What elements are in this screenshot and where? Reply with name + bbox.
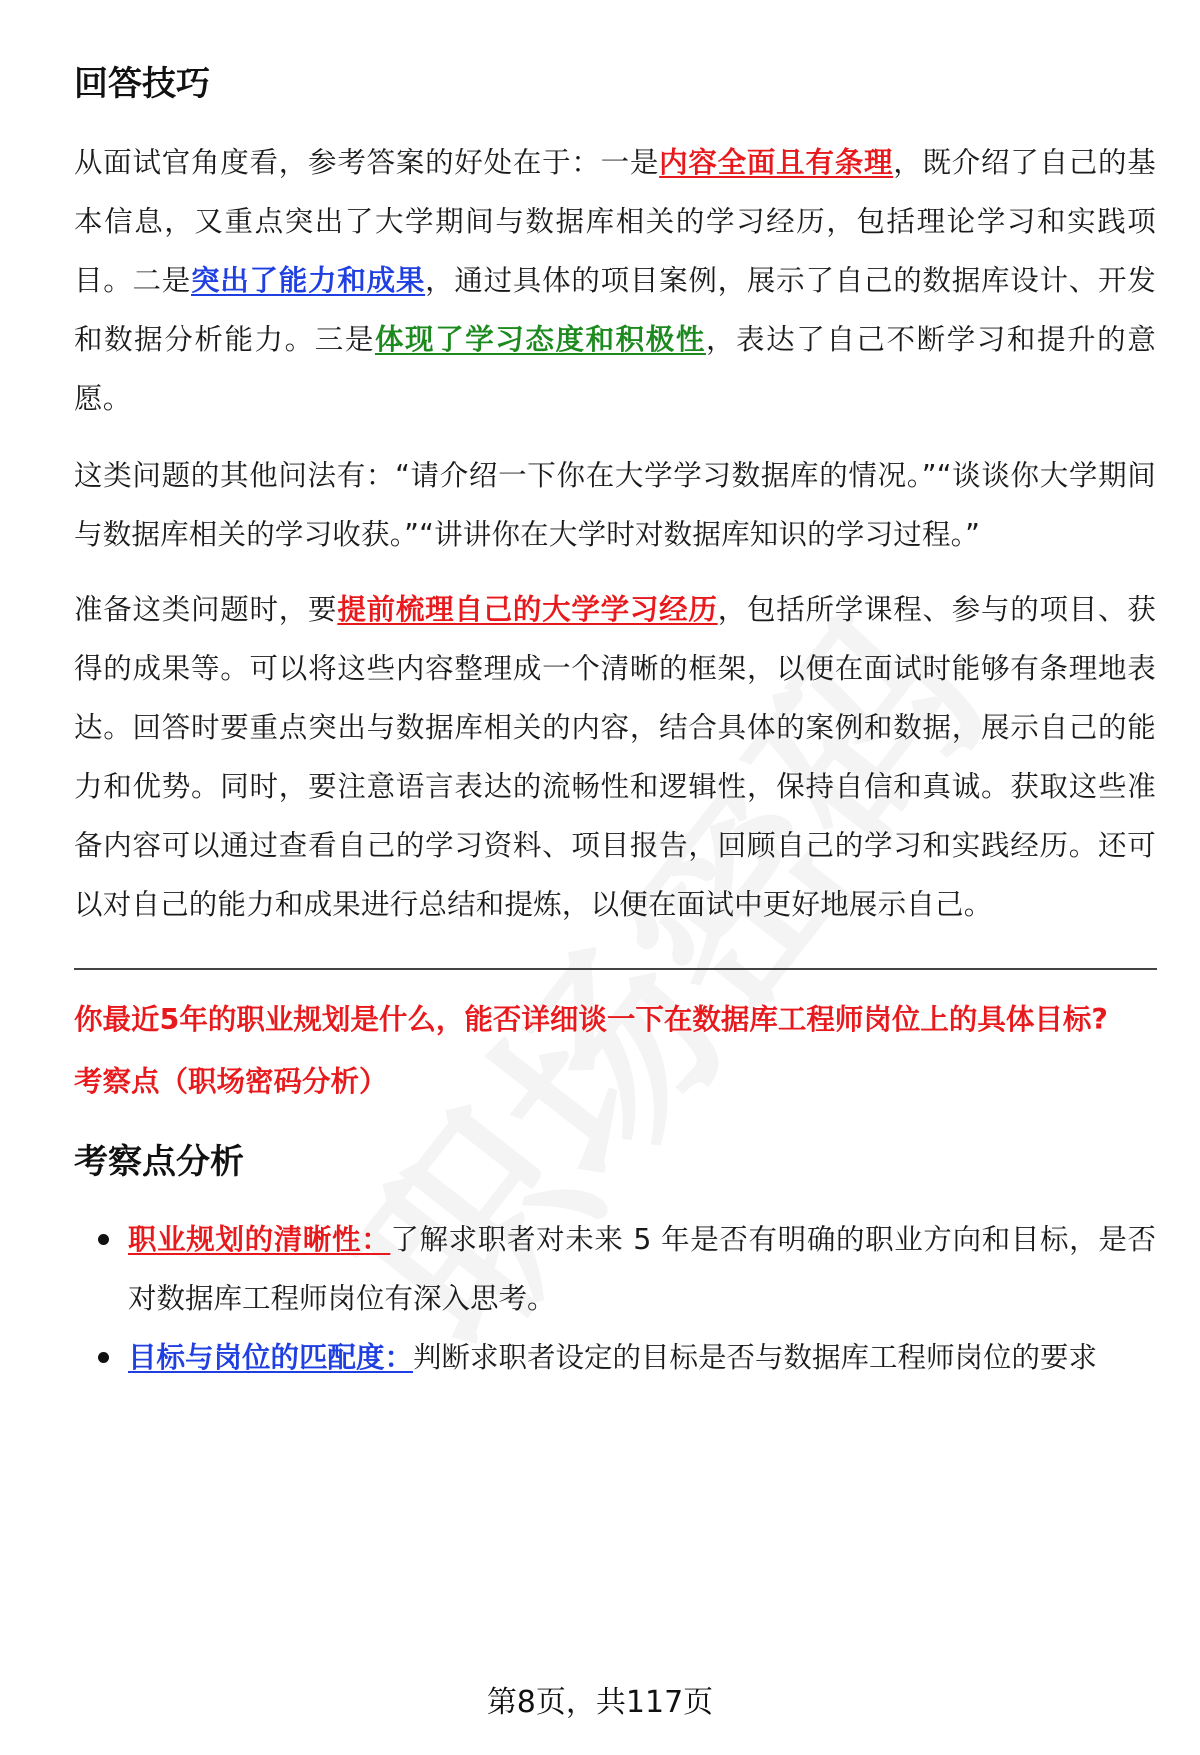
paragraph-other-phrasings: 这类问题的其他问法有：“请介绍一下你在大学学习数据库的情况。”“谈谈你大学期间与数据库相关的学习收获。”“讲讲你在大学时对数据库知识的学习过程。” — [74, 459, 1156, 552]
section-divider — [74, 968, 1157, 970]
list-item: 职业规划的清晰性：了解求职者对未来 5 年是否有明确的职业方向和目标，是否对数据库工程师岗位有深入思考。 — [74, 1210, 1156, 1328]
section-heading-answer-tips: 回答技巧 — [74, 64, 210, 104]
question-subtitle: 考察点（职场密码分析） — [74, 1065, 388, 1099]
bullet-icon — [98, 1352, 109, 1363]
highlight-sort-experience: 提前梳理自己的大学学习经历 — [337, 593, 718, 627]
bullet-icon — [98, 1234, 109, 1245]
highlight-learning-attitude: 体现了学习态度和积极性 — [374, 323, 706, 357]
section-heading-analysis: 考察点分析 — [74, 1142, 244, 1183]
point-label-match: 目标与岗位的匹配度： — [128, 1341, 414, 1375]
page-number-footer: 第8页，共117页 — [486, 1685, 714, 1720]
paragraph-interviewer-view: 从面试官角度看，参考答案的好处在于：一是内容全面且有条理，既介绍了自己的基本信息，又重点突出了大学期间与数据库相关的学习经历，包括理论学习和实践项目。二是突出了能力和成果，通过具体的项目案例，展示了自己的数据库设计、开发和数据分析能力。三是体现了学习态度和积极性，表达了自己不断学习和提升的意愿。 — [74, 146, 1156, 416]
highlight-comprehensive: 内容全面且有条理 — [659, 146, 894, 180]
document-page — [74, 62, 1156, 1387]
analysis-points-list — [74, 1210, 1156, 1387]
paragraph-preparation: 准备这类问题时，要提前梳理自己的大学学习经历，包括所学课程、参与的项目、获得的成果等。可以将这些内容整理成一个清晰的框架，以便在面试时能够有条理地表达。回答时要重点突出与数据库相关的内容，结合具体的案例和数据，展示自己的能力和优势。同时，要注意语言表达的流畅性和逻辑性，保持自信和真诚。获取这些准备内容可以通过查看自己的学习资料、项目报告，回顾自己的学习和实践经历。还可以对自己的能力和成果进行总结和提炼，以便在面试中更好地展示自己。 — [74, 593, 1156, 922]
list-item: 目标与岗位的匹配度：判断求职者设定的目标是否与数据库工程师岗位的要求 — [74, 1328, 1156, 1387]
highlight-ability-results: 突出了能力和成果 — [191, 264, 426, 298]
interview-question: 你最近5年的职业规划是什么，能否详细谈一下在数据库工程师岗位上的具体目标? — [74, 1003, 1108, 1037]
point-label-clarity: 职业规划的清晰性： — [128, 1223, 391, 1257]
